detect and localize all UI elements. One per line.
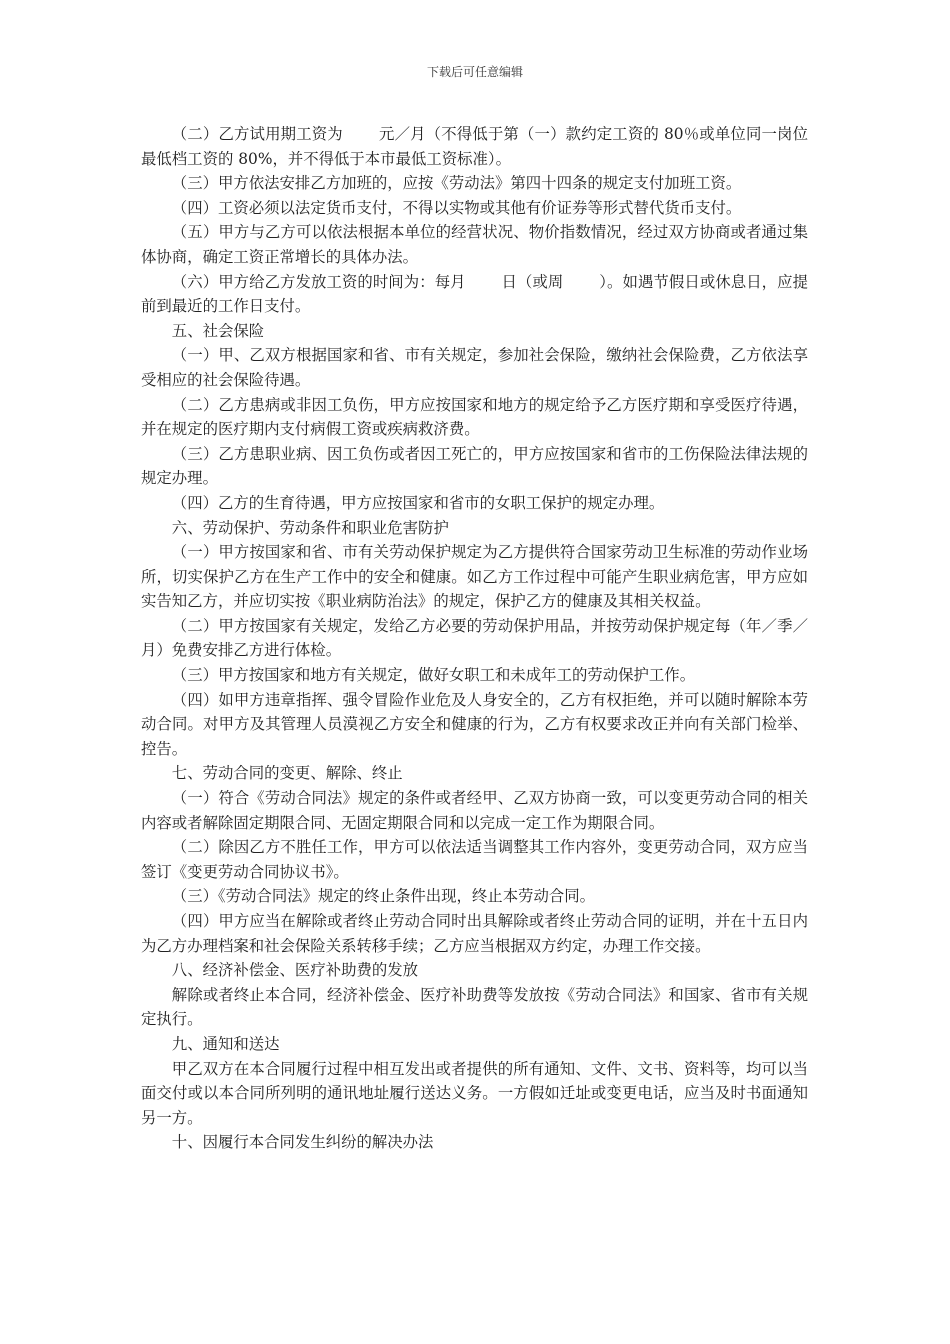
section-heading-notice: 九、通知和送达 (171, 1034, 280, 1053)
clause-change-3: （三）《劳动合同法》规定的终止条件出现，终止本劳动合同。 (171, 887, 596, 906)
clause-5-wage-growth: （五）甲方与乙方可以依法根据本单位的经营状况、物价指数情况，经过双方协商或者通过集体协商，确定工资正常增长的具体办法。 (141, 223, 808, 266)
clause-insurance-4: （四）乙方的生育待遇，甲方应按国家和省市的女职工保护的规定办理。 (171, 493, 665, 512)
section-heading-dispute: 十、因履行本合同发生纠纷的解决办法 (171, 1133, 434, 1152)
document-body (141, 122, 808, 1155)
clause-4-legal-currency: （四）工资必须以法定货币支付，不得以实物或其他有价证券等形式替代货币支付。 (171, 198, 742, 217)
clause-2-probation-wage: （二）乙方试用期工资为 元／月（不得低于第（一）款约定工资的 80％或单位同一岗位最低档工资的 80%，并不得低于本市最低工资标准）。 (141, 125, 808, 168)
clause-change-1: （一）符合《劳动合同法》规定的条件或者经甲、乙双方协商一致，可以变更劳动合同的相关内容或者解除固定期限合同、无固定期限合同和以完成一定工作为期限合同。 (141, 789, 808, 832)
clause-insurance-2: （二）乙方患病或非因工负伤，甲方应按国家和地方的规定给予乙方医疗期和享受医疗待遇，并在规定的医疗期内支付病假工资或疾病救济费。 (141, 395, 808, 439)
clause-protection-1: （一）甲方按国家和省、市有关劳动保护规定为乙方提供符合国家劳动卫生标准的劳动作业场所，切实保护乙方在生产工作中的安全和健康。如乙方工作过程中可能产生职业病危害，甲方应如实告知乙方，并应切实按《职业病防治法》的规定，保护乙方的健康及其相关权益。 (141, 543, 808, 611)
clause-3-overtime-pay: （三）甲方依法安排乙方加班的，应按《劳动法》第四十四条的规定支付加班工资。 (171, 174, 742, 193)
clause-notice: 甲乙双方在本合同履行过程中相互发出或者提供的所有通知、文件、文书、资料等，均可以当面交付或以本合同所列明的通讯地址履行送达义务。一方假如迁址或变更电话，应当及时书面通知另一方。 (141, 1059, 808, 1127)
clause-6-pay-date: （六）甲方给乙方发放工资的时间为：每月 日（或周 ）。如遇节假日或休息日，应提前到最近的工作日支付。 (141, 272, 808, 316)
clause-insurance-1: （一）甲、乙双方根据国家和省、市有关规定，参加社会保险，缴纳社会保险费，乙方依法享受相应的社会保险待遇。 (141, 346, 808, 389)
section-heading-social-insurance: 五、社会保险 (171, 321, 265, 340)
clause-insurance-3: （三）乙方患职业病、因工负伤或者因工死亡的，甲方应按国家和省市的工伤保险法律法规的规定办理。 (141, 444, 808, 488)
clause-compensation: 解除或者终止本合同，经济补偿金、医疗补助费等发放按《劳动合同法》和国家、省市有关规定执行。 (141, 985, 808, 1029)
section-heading-labor-protection: 六、劳动保护、劳动条件和职业危害防护 (171, 518, 449, 537)
clause-change-2: （二）除因乙方不胜任工作，甲方可以依法适当调整其工作内容外，变更劳动合同，双方应当签订《变更劳动合同协议书》。 (141, 838, 808, 881)
section-heading-contract-change: 七、劳动合同的变更、解除、终止 (171, 764, 403, 783)
clause-protection-4: （四）如甲方违章指挥、强令冒险作业危及人身安全的，乙方有权拒绝，并可以随时解除本劳动合同。对甲方及其管理人员漠视乙方安全和健康的行为，乙方有权要求改正并向有关部门检举、控告。 (141, 690, 808, 758)
section-heading-compensation: 八、经济补偿金、医疗补助费的发放 (171, 961, 419, 980)
clause-protection-3: （三）甲方按国家和地方有关规定，做好女职工和未成年工的劳动保护工作。 (171, 666, 696, 685)
clause-protection-2: （二）甲方按国家有关规定，发给乙方必要的劳动保护用品，并按劳动保护规定每（年／季／月）免费安排乙方进行体检。 (141, 616, 808, 660)
page-header: 下载后可任意编辑 (426, 65, 523, 79)
clause-change-4: （四）甲方应当在解除或者终止劳动合同时出具解除或者终止劳动合同的证明，并在十五日内为乙方办理档案和社会保险关系转移手续；乙方应当根据双方约定，办理工作交接。 (141, 912, 808, 955)
